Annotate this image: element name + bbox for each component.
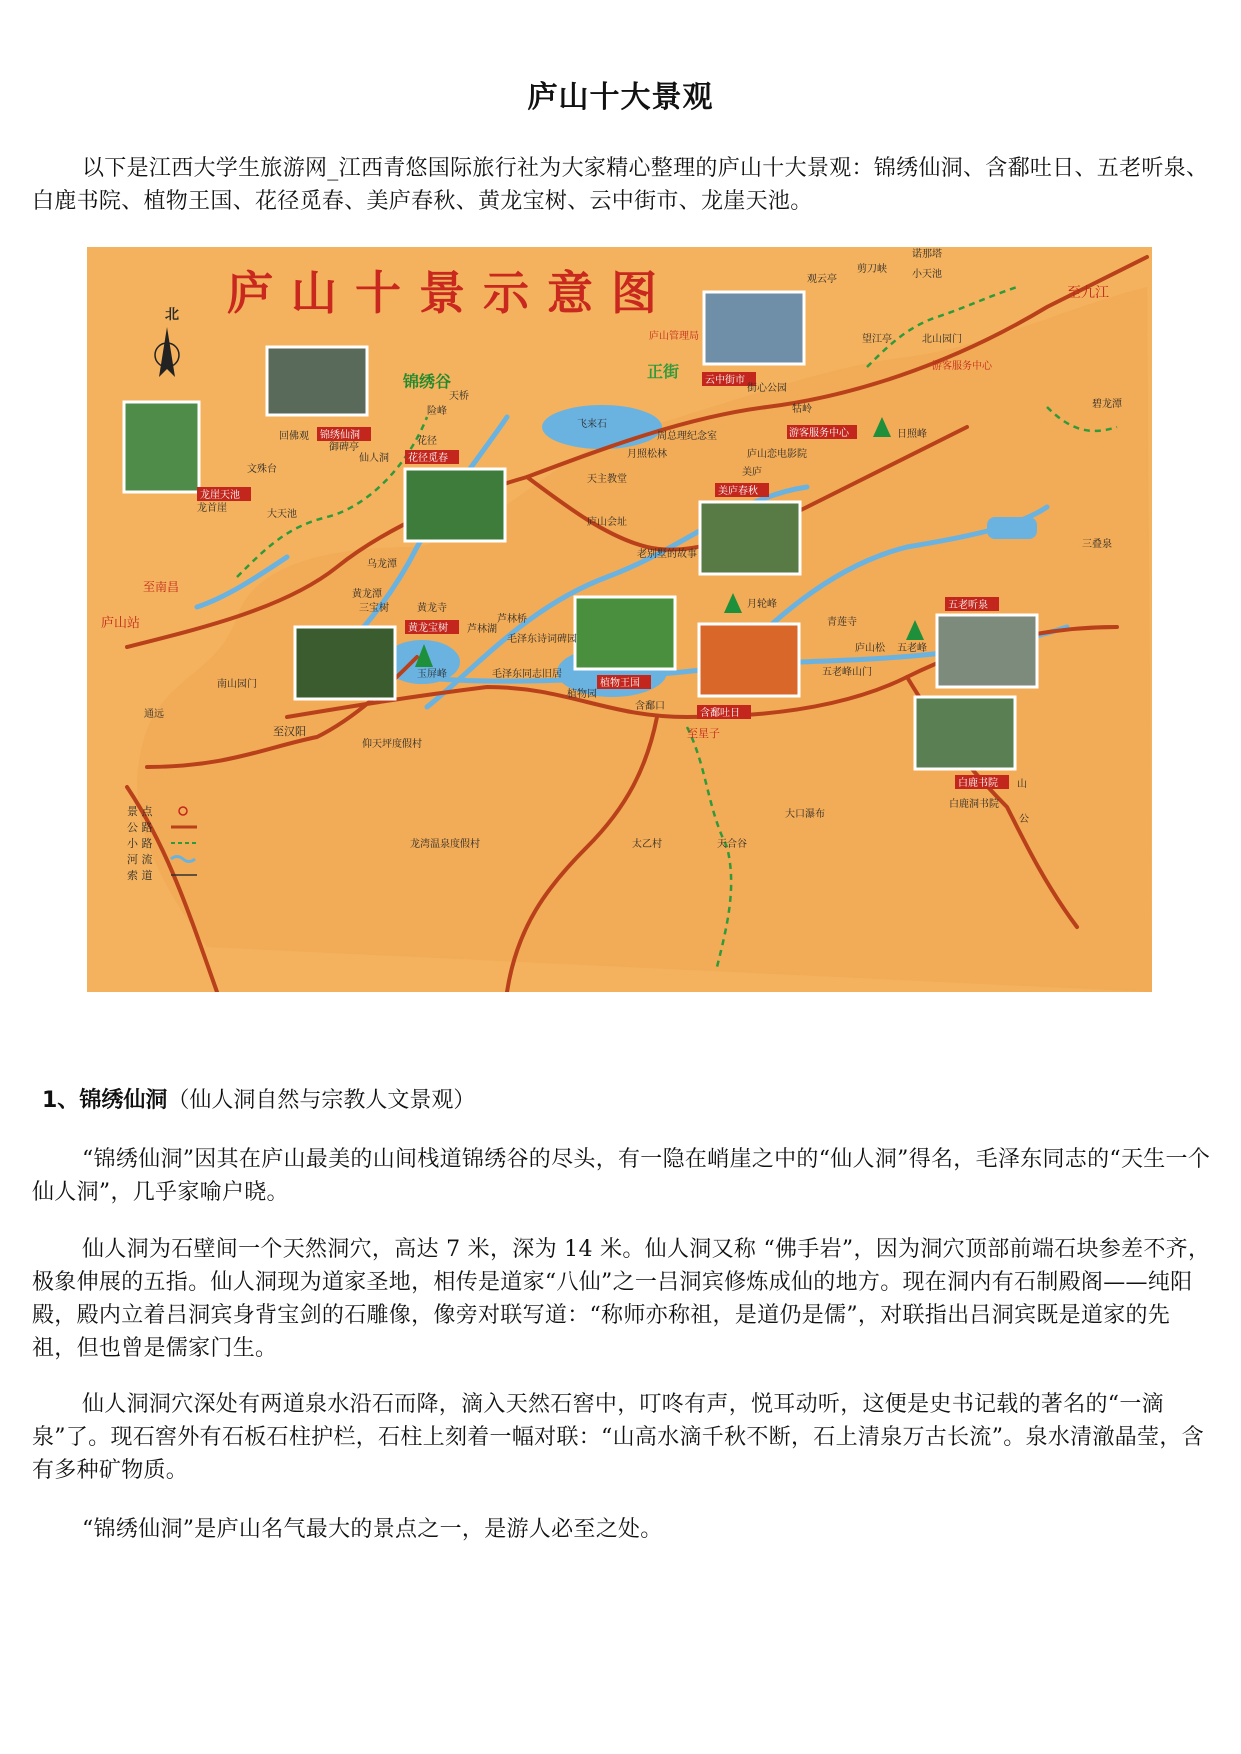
place-yuelunfeng: 月轮峰 xyxy=(747,599,777,610)
tag-jinxiu: 锦绣仙洞 xyxy=(320,430,360,441)
photo-longya xyxy=(124,402,199,492)
place-tongyuan: 通远 xyxy=(144,709,164,720)
legend-xiaolu: 小 路 xyxy=(127,837,153,850)
place-guanyunting: 观云亭 xyxy=(807,274,837,285)
place-shanqiu: 险峰 xyxy=(427,406,447,417)
tag-huajing: 花径觅春 xyxy=(408,453,448,464)
place-zhiwuyuan: 植物园 xyxy=(567,689,597,700)
intro-paragraph: 以下是江西大学生旅游网_江西青悠国际旅行社为大家精心整理的庐山十大景观：锦绣仙洞、含鄱吐日、五老听泉、白鹿书院、植物王国、花径觅春、美庐春秋、黄龙宝树、云中街市、龙崖天池。 xyxy=(32,156,1209,214)
photo-jinxiu xyxy=(267,347,367,415)
place-wenshutai: 文殊台 xyxy=(247,464,277,475)
section-1-name: 锦绣仙洞 xyxy=(79,1088,168,1113)
photo-yunzhong xyxy=(704,292,804,364)
place-lulinqiao: 芦林桥 xyxy=(497,614,527,625)
place-hanpokou: 含鄱口 xyxy=(635,701,665,712)
place-bilongtan: 碧龙潭 xyxy=(1092,399,1122,410)
photo-bailu xyxy=(915,697,1015,769)
legend-jingdian: 景 点 xyxy=(127,805,153,818)
to-jiujiang-label: 至九江 xyxy=(1067,285,1109,301)
place-qingliansi: 青莲寺 xyxy=(827,617,857,628)
place-yupingfeng: 玉屏峰 xyxy=(417,669,447,680)
place-yubeiting: 御碑亭 xyxy=(329,442,359,453)
photo-huanglong xyxy=(295,627,395,699)
place-wangjiangting: 望江亭 xyxy=(862,334,892,345)
place-huajing: 花径 xyxy=(417,436,437,447)
section-1-number: 1、 xyxy=(42,1088,80,1113)
guanliju-label: 庐山管理局 xyxy=(649,331,699,342)
place-taiyicun: 太乙村 xyxy=(632,839,662,850)
place-maozedong2: 毛泽东同志旧居 xyxy=(492,669,562,680)
legend-gonglu: 公 路 xyxy=(127,821,153,834)
tag-zhiwu: 植物王国 xyxy=(600,678,640,689)
zhengjie-label: 正街 xyxy=(647,362,680,381)
place-feilaishi: 飞来石 xyxy=(577,419,607,430)
photo-wulao xyxy=(937,615,1037,687)
section-1-paragraph: “锦绣仙洞”因其在庐山最美的山间栈道锦绣谷的尽头，有一隐在峭崖之中的“仙人洞”得名，毛泽东同志的“天生一个仙人洞”，几乎家喻户晓。 xyxy=(32,1147,1211,1205)
section-1-paragraph: 仙人洞为石壁间一个天然洞穴，高达 7 米，深为 14 米。仙人洞又称 “佛手岩”，因为洞穴顶部前端石块参差不齐，极象伸展的五指。仙人洞现为道家圣地，相传是道家“八仙”之一吕洞宾修炼成仙的地方。现在洞内有石制殿阁——纯阳殿，殿内立着吕洞宾身背宝剑的石雕像，像旁对联写道：“称师亦称祖，是道仍是儒”，对联指出吕洞宾既是道家的先祖，但也曾是儒家门生。 xyxy=(32,1237,1211,1361)
place-yuezhaosong: 月照松林 xyxy=(627,449,667,460)
place-gong: 公 xyxy=(1019,814,1029,825)
photo-meilu xyxy=(700,502,800,574)
station-label: 庐山站 xyxy=(101,616,141,631)
place-huanglongsi: 黄龙寺 xyxy=(417,603,447,614)
section-1-paragraph: “锦绣仙洞”是庐山名气最大的景点之一，是游人必至之处。 xyxy=(82,1517,663,1542)
section-1-paragraph: 仙人洞洞穴深处有两道泉水沿石而降，滴入天然石窖中，叮咚有声，悦耳动听，这便是史书记载的著名的“一滴泉”了。现石窖外有石板石柱护栏，石柱上刻着一幅对联：“山高水滴千秋不断，石上清泉万古长流”。泉水清澈晶莹，含有多种矿物质。 xyxy=(32,1392,1204,1483)
place-wulongtan: 乌龙潭 xyxy=(367,559,397,570)
tag-meilu: 美庐春秋 xyxy=(718,486,758,497)
place-datianchi: 大天池 xyxy=(267,509,297,520)
place-jiexingong: 街心公园 xyxy=(747,383,787,394)
lushan-scenic-map xyxy=(87,247,1152,992)
place-wulaofeng-shanmen: 五老峰山门 xyxy=(822,667,872,678)
place-longshouya: 龙首崖 xyxy=(197,503,227,514)
place-lulinhu: 芦林湖 xyxy=(467,624,497,635)
place-tianqiao: 天桥 xyxy=(449,391,469,402)
place-wulaofeng: 五老峰 xyxy=(897,643,927,654)
place-huanglongtan: 黄龙潭 xyxy=(352,589,382,600)
legend-heliu: 河 流 xyxy=(127,853,153,866)
place-bailudong: 白鹿洞书院 xyxy=(949,799,999,810)
place-lushanhuiyi: 庐山会址 xyxy=(587,517,627,528)
to-hankou-label: 至汉阳 xyxy=(273,725,306,738)
place-yangtianping: 仰天坪度假村 xyxy=(362,739,422,750)
place-laobieshu: 老别墅的故事 xyxy=(637,549,697,560)
jinxiugu-label: 锦绣谷 xyxy=(403,372,452,391)
place-meilu: 美庐 xyxy=(742,467,762,478)
tag-yunzhong: 云中街市 xyxy=(705,375,745,386)
tag-youke: 游客服务中心 xyxy=(789,428,849,439)
section-1-subtitle: （仙人洞自然与宗教人文景观） xyxy=(167,1088,476,1113)
to-xingzi-label: 至星子 xyxy=(687,727,720,740)
place-tianhegu: 天合谷 xyxy=(717,839,747,850)
place-dianyingyuan: 庐山恋电影院 xyxy=(747,449,807,460)
place-guling: 牯岭 xyxy=(792,404,812,415)
tag-huanglong: 黄龙宝树 xyxy=(408,623,448,634)
youke-label-2: 游客服务中心 xyxy=(932,361,992,372)
reservoir xyxy=(987,517,1037,539)
place-dakoubu: 大口瀑布 xyxy=(785,809,825,820)
photo-zhiwu xyxy=(575,597,675,669)
tag-bailu: 白鹿书院 xyxy=(958,778,998,789)
place-tianzhutang: 天主教堂 xyxy=(587,474,627,485)
place-nanshanmen: 南山园门 xyxy=(217,679,257,690)
tag-longya: 龙崖天池 xyxy=(200,490,240,501)
place-tiaofofeng: 回佛观 xyxy=(279,431,309,442)
place-jiandaoxia: 剪刀峡 xyxy=(857,264,887,275)
map-title: 庐山十景示意图 xyxy=(227,266,675,320)
place-longwan: 龙湾温泉度假村 xyxy=(410,839,480,850)
place-riguangfeng: 日照峰 xyxy=(897,429,927,440)
document-title: 庐山十大景观 xyxy=(527,80,714,115)
section-1-heading xyxy=(42,1083,475,1114)
place-nayaling: 诺那塔 xyxy=(912,249,942,260)
place-xianrendong: 仙人洞 xyxy=(359,453,389,464)
photo-hanpo xyxy=(699,624,799,696)
tag-hanpo: 含鄱吐日 xyxy=(700,708,740,719)
place-sandiequan: 三叠泉 xyxy=(1082,539,1112,550)
legend-suodao: 索 道 xyxy=(127,869,153,882)
to-nanchang-label: 至南昌 xyxy=(143,580,180,594)
place-xiaotianchi: 小天池 xyxy=(912,269,942,280)
photo-huajing xyxy=(405,469,505,541)
place-maozedong1: 毛泽东诗词碑园 xyxy=(507,634,577,645)
place-lushansong: 庐山松 xyxy=(855,643,885,654)
place-sanbaoshu: 三宝树 xyxy=(359,603,389,614)
north-label: 北 xyxy=(165,307,179,323)
place-zhouenlai: 周总理纪念室 xyxy=(657,431,717,442)
place-beishanmen: 北山园门 xyxy=(922,334,962,345)
place-sanshan: 山 xyxy=(1017,779,1027,790)
tag-wulao: 五老听泉 xyxy=(948,600,988,611)
